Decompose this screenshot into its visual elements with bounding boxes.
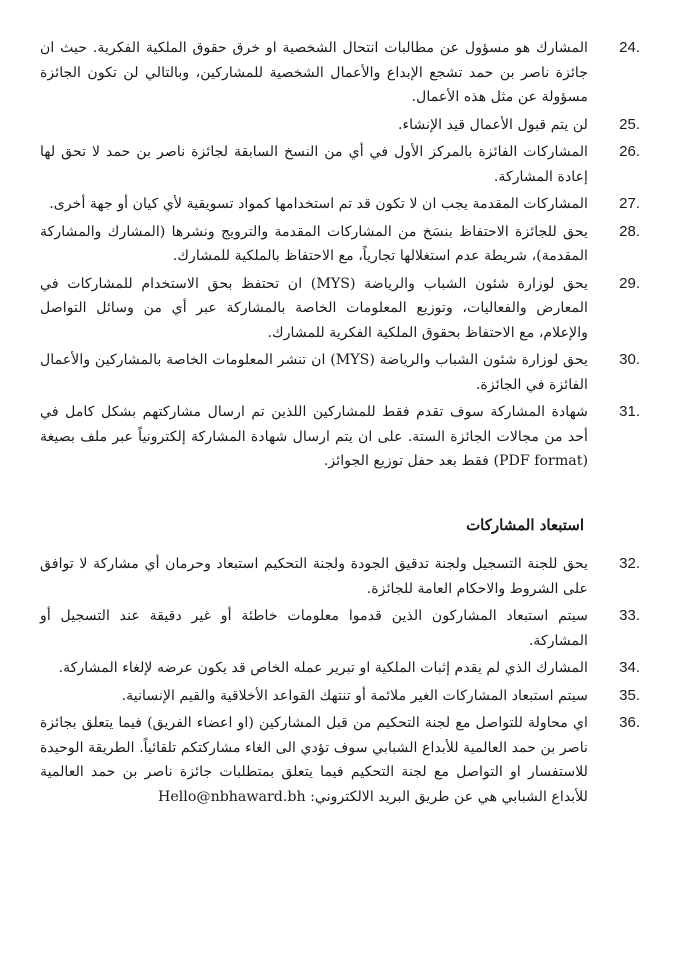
list-item xyxy=(40,552,640,601)
item-number: 25. xyxy=(619,115,640,133)
item-text: شهادة المشاركة سوف تقدم فقط للمشاركين اللذين تم ارسال مشاركتهم بشكل كامل في أحد من مجالات الجائزة الستة. على ان يتم ارسال شهادة المشاركة إلكترونياً عبر ملف بصيغة (PDF format) فقط بعد حفل توزيع الجوائز. xyxy=(40,404,588,469)
item-text: يحق للجنة التسجيل ولجنة تدقيق الجودة ولجنة التحكيم استبعاد وحرمان أي مشاركة لا توافق على الشروط والاحكام العامة للجائزة. xyxy=(40,556,588,597)
item-number: 26. xyxy=(619,143,640,160)
list-item xyxy=(40,348,640,397)
item-text: سيتم استبعاد المشاركات الغير ملائمة أو تنتهك القواعد الأخلاقية والقيم الإنسانية. xyxy=(121,687,588,704)
item-text: المشاركات المقدمة يجب ان لا تكون قد تم استخدامها كمواد تسويقية لأي كيان أو جهة أخرى. xyxy=(49,196,588,212)
item-number: 27. xyxy=(619,195,640,212)
item-number: 34. xyxy=(619,659,640,676)
item-text: المشارك الذي لم يقدم إثبات الملكية او تبرير عمله الخاص قد يكون عرضه لإلغاء المشاركة. xyxy=(58,660,588,676)
list-item xyxy=(40,656,640,681)
item-text: لن يتم قبول الأعمال قيد الإنشاء. xyxy=(397,116,588,133)
item-text: يحق لوزارة شئون الشباب والرياضة (MYS) ان تنشر المعلومات الخاصة بالمشاركين والأعمال الفائزة في الجائزة. xyxy=(40,352,588,393)
item-number: 33. xyxy=(619,607,640,624)
list-item xyxy=(40,140,640,189)
item-text: المشاركات الفائزة بالمركز الأول في أي من النسخ السابقة لجائزة ناصر بن حمد لا تحق لها إعادة المشاركة. xyxy=(40,144,588,185)
terms-list xyxy=(40,36,640,477)
item-text: المشارك هو مسؤول عن مطالبات انتحال الشخصية او خرق حقوق الملكية الفكرية. حيث ان جائزة ناصر بن حمد تشجع الإبداع والأعمال الشخصية للمشاركين، وبالتالي لن تكون الجائزة مسؤولة عن مثل هذه الأعمال. xyxy=(40,40,588,105)
list-item xyxy=(40,113,640,138)
list-item xyxy=(40,192,640,217)
item-text: اي محاولة للتواصل مع لجنة التحكيم من قبل المشاركين (او اعضاء الفريق) فيما يتعلق بجائزة ناصر بن حمد العالمية للأبداع الشبابي سوف تؤدي الى الغاء مشاركتكم تلقائياً. الطريقة الوحيدة للاستفسار او التواصل مع لجنة التحكيم فيما يتعلق بمتطلبات جائزة ناصر بن حمد العالمية للأبداع الشبابي هي عن طريق البريد الالكتروني: Hello@nbhaward.bh xyxy=(40,715,588,805)
list-item xyxy=(40,400,640,474)
item-number: 36. xyxy=(619,714,640,731)
list-item xyxy=(40,684,640,709)
item-number: 32. xyxy=(619,555,640,572)
item-number: 29. xyxy=(619,274,640,292)
item-number: 31. xyxy=(619,403,640,420)
list-item xyxy=(40,36,640,110)
list-item xyxy=(40,272,640,346)
item-number: 28. xyxy=(619,222,640,240)
item-text: سيتم استبعاد المشاركون الذين قدموا معلومات خاطئة أو غير دقيقة عند التسجيل أو المشاركة. xyxy=(40,608,588,649)
item-number: 30. xyxy=(619,351,640,368)
item-text: يحق للجائزة الاحتفاظ بنسَخ من المشاركات المقدمة والترويج ونشرها (المشارك والمشاركة المقدمة)، شريطة عدم استغلالها تجارياً، مع الاحتفاظ بالملكية للمشارك. xyxy=(40,223,588,264)
item-number: 35. xyxy=(619,686,640,704)
item-text: يحق لوزارة شئون الشباب والرياضة (MYS) ان تحتفظ بحق الاستخدام للمشاركات في المعارض والفعاليات، وتوزيع المعلومات الخاصة بالمشاركة عبر أي من وسائل التواصل والإعلام، مع الاحتفاظ بحقوق الملكية الفكرية للمشارك. xyxy=(40,275,588,341)
list-item xyxy=(40,220,640,269)
item-number: 24. xyxy=(619,39,640,56)
section-heading: استبعاد المشاركات xyxy=(466,516,584,534)
list-item xyxy=(40,604,640,653)
exclusion-list xyxy=(40,552,640,812)
list-item xyxy=(40,711,640,809)
